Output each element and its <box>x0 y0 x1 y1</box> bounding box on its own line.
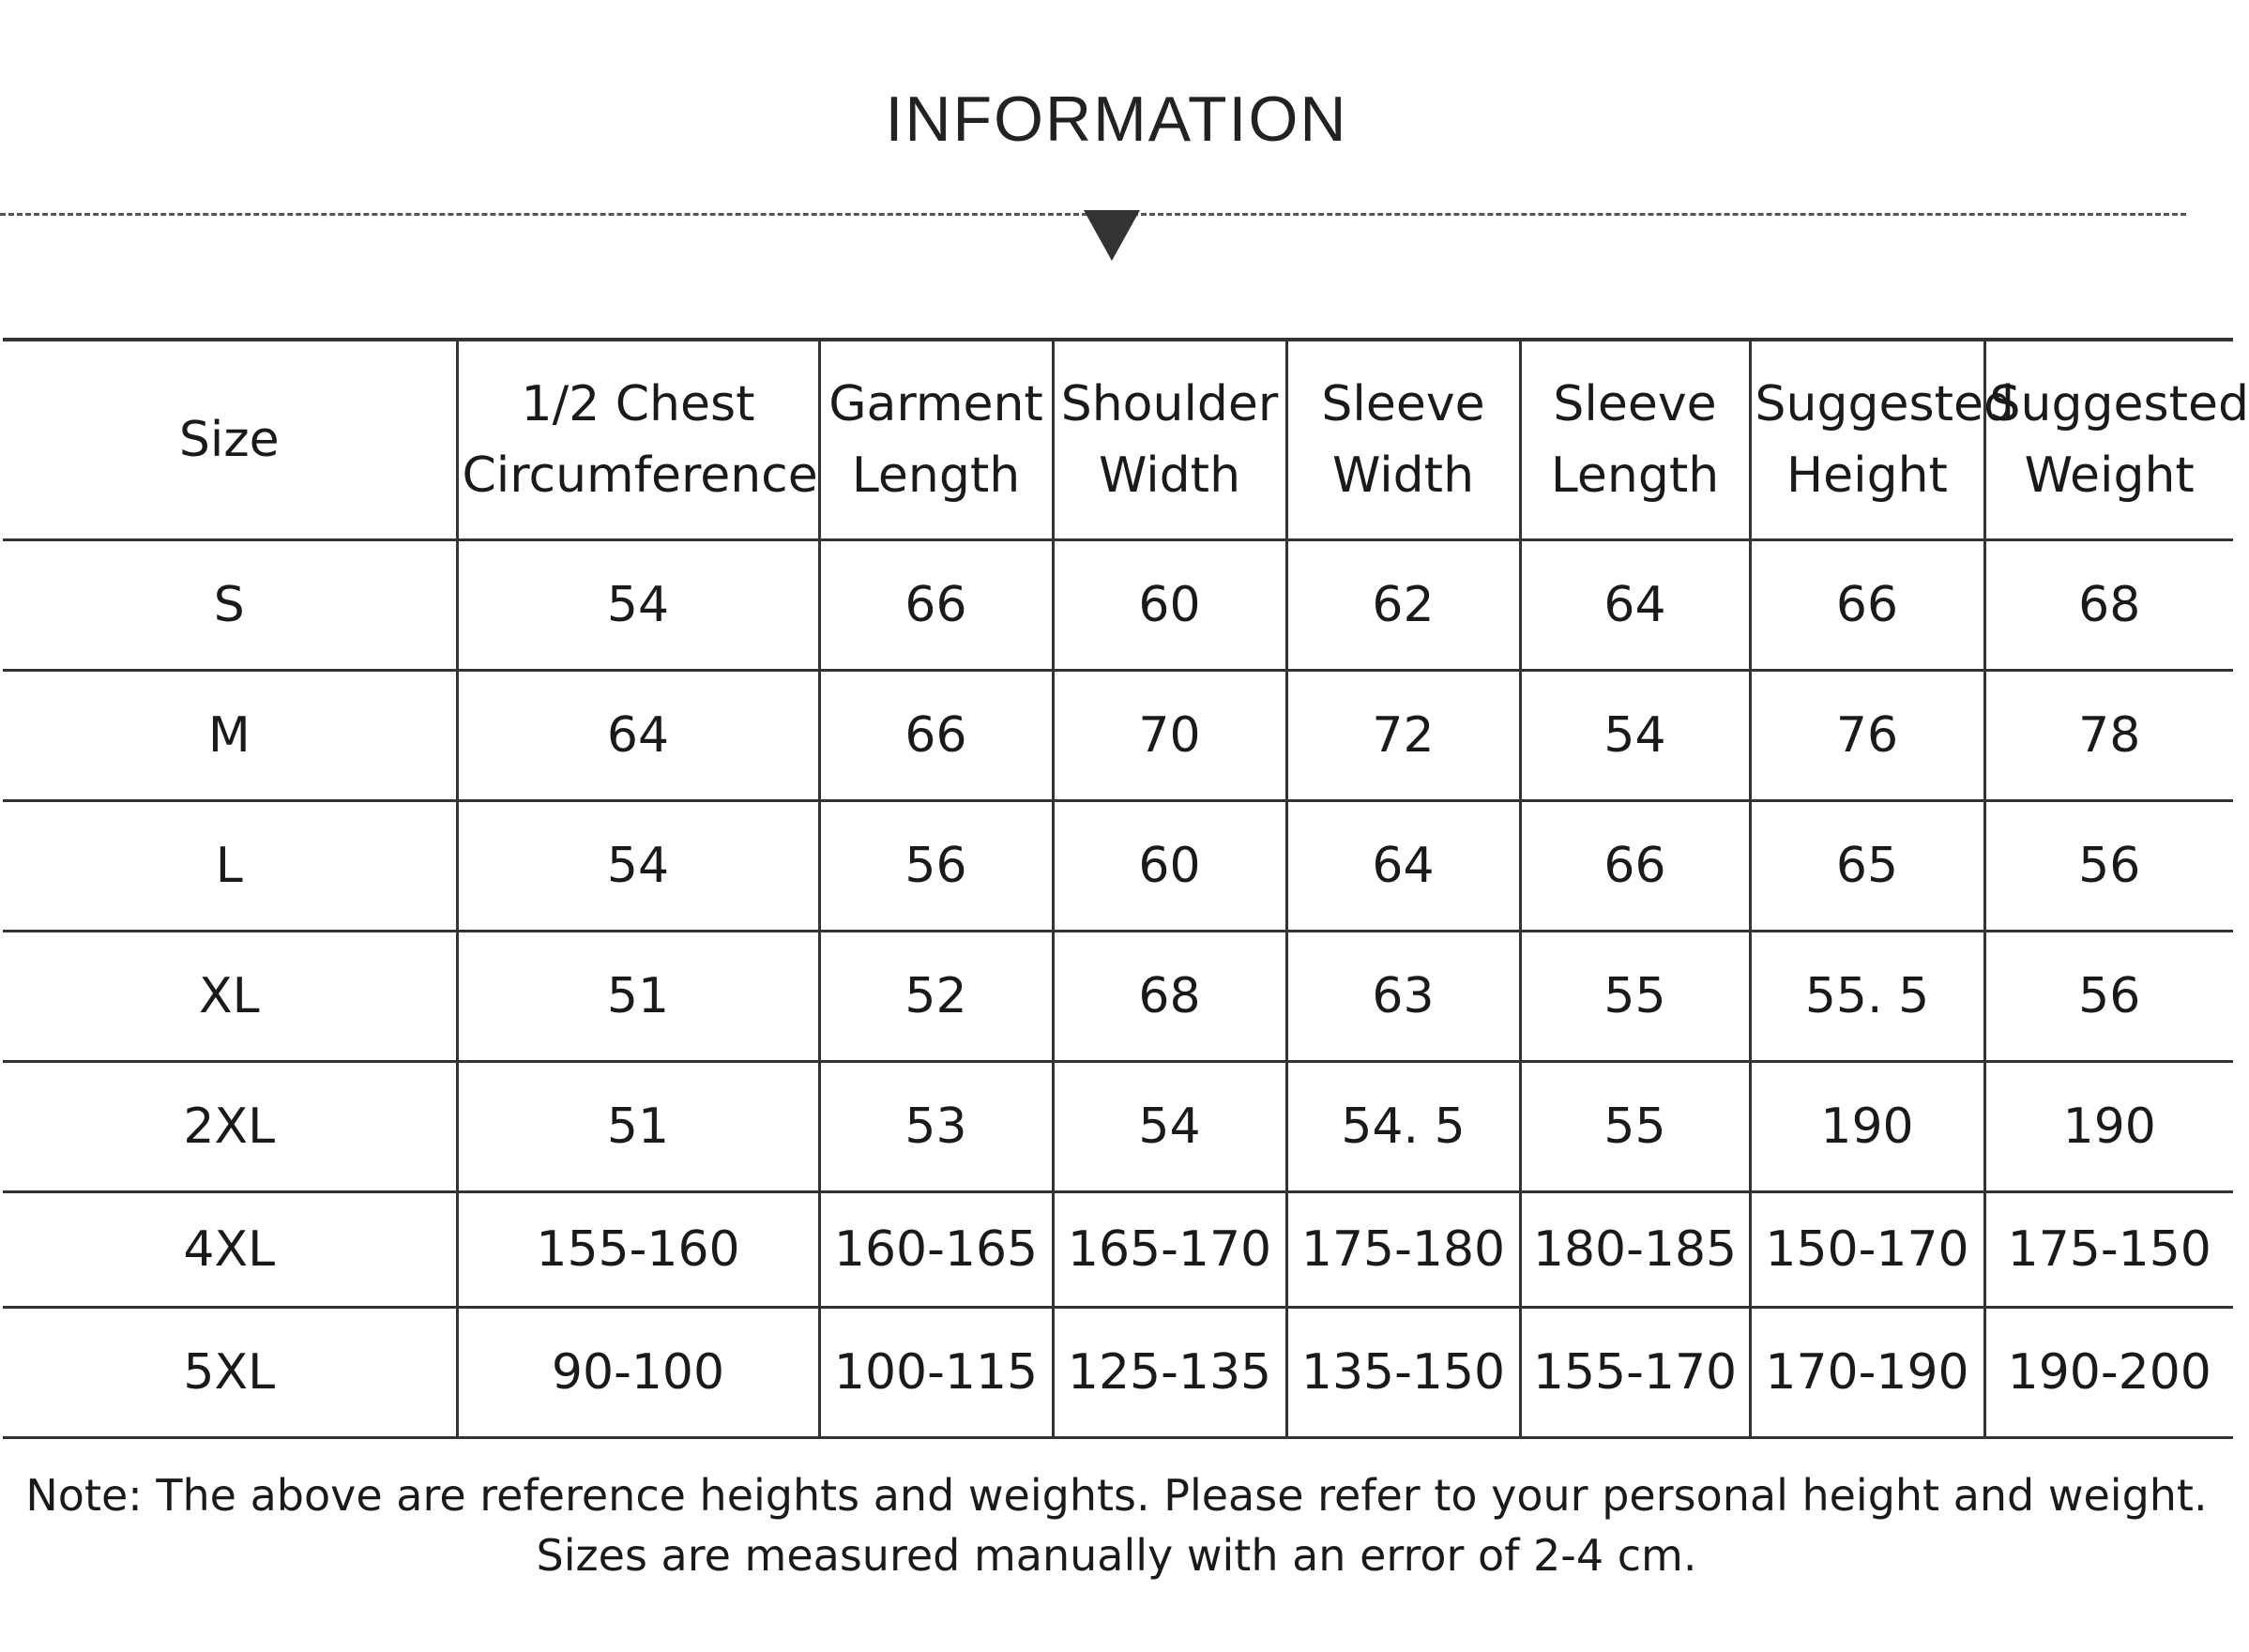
header-line: Suggested <box>1755 376 2014 432</box>
cell-chest: 51 <box>457 1062 819 1192</box>
cell-sleeve-width: 63 <box>1286 932 1520 1062</box>
cell-suggested-weight: 175-150 <box>1984 1192 2233 1308</box>
cell-suggested-height: 170-190 <box>1750 1308 1984 1438</box>
header-size <box>3 340 457 540</box>
cell-shoulder-width: 68 <box>1053 932 1286 1062</box>
header-shoulder-width <box>1053 340 1286 540</box>
table-row <box>3 932 2233 1062</box>
cell-size: 2XL <box>3 1062 457 1192</box>
cell-size: S <box>3 540 457 671</box>
footnote-line-2: Sizes are measured manually with an error of 2-4 cm. <box>536 1530 1697 1581</box>
cell-suggested-height: 55. 5 <box>1750 932 1984 1062</box>
cell-sleeve-length: 55 <box>1520 932 1750 1062</box>
header-sleeve-width <box>1286 340 1520 540</box>
header-line: Sleeve <box>1321 376 1485 432</box>
page-title: INFORMATION <box>885 83 1348 155</box>
header-garment-length <box>819 340 1053 540</box>
cell-garment-length: 56 <box>819 801 1053 932</box>
cell-suggested-height: 66 <box>1750 540 1984 671</box>
header-line: Size <box>178 412 280 468</box>
cell-garment-length: 52 <box>819 932 1053 1062</box>
header-line: 1/2 Chest <box>521 376 755 432</box>
cell-chest: 51 <box>457 932 819 1062</box>
header-sleeve-length <box>1520 340 1750 540</box>
cell-shoulder-width: 60 <box>1053 801 1286 932</box>
table-row <box>3 1062 2233 1192</box>
header-line: Weight <box>2024 447 2195 504</box>
cell-sleeve-width: 175-180 <box>1286 1192 1520 1308</box>
cell-suggested-height: 76 <box>1750 671 1984 801</box>
cell-chest: 64 <box>457 671 819 801</box>
cell-sleeve-width: 64 <box>1286 801 1520 932</box>
cell-suggested-weight: 68 <box>1984 540 2233 671</box>
header-line: Garment <box>828 376 1043 432</box>
cell-size: L <box>3 801 457 932</box>
header-line: Sleeve <box>1553 376 1717 432</box>
cell-sleeve-length: 155-170 <box>1520 1308 1750 1438</box>
cell-sleeve-length: 180-185 <box>1520 1192 1750 1308</box>
cell-shoulder-width: 165-170 <box>1053 1192 1286 1308</box>
header-suggested-height <box>1750 340 2014 540</box>
cell-suggested-weight: 190 <box>1984 1062 2233 1192</box>
header-suggested-weight <box>1984 340 2249 540</box>
table-row <box>3 1192 2233 1308</box>
cell-sleeve-width: 72 <box>1286 671 1520 801</box>
header-line: Width <box>1331 447 1475 504</box>
cell-shoulder-width: 60 <box>1053 540 1286 671</box>
cell-size: XL <box>3 932 457 1062</box>
table-header-row <box>3 340 2233 540</box>
cell-sleeve-length: 66 <box>1520 801 1750 932</box>
cell-sleeve-length: 55 <box>1520 1062 1750 1192</box>
cell-chest: 90-100 <box>457 1308 819 1438</box>
header-line: Length <box>1550 447 1720 504</box>
cell-suggested-weight: 56 <box>1984 801 2233 932</box>
cell-size: 5XL <box>3 1308 457 1438</box>
cell-suggested-height: 65 <box>1750 801 1984 932</box>
cell-sleeve-width: 54. 5 <box>1286 1062 1520 1192</box>
cell-garment-length: 53 <box>819 1062 1053 1192</box>
cell-suggested-weight: 190-200 <box>1984 1308 2233 1438</box>
down-arrow-icon <box>1084 210 1140 261</box>
cell-garment-length: 66 <box>819 671 1053 801</box>
cell-suggested-weight: 56 <box>1984 932 2233 1062</box>
footnote <box>0 1465 2233 1585</box>
header-line: Width <box>1098 447 1241 504</box>
cell-garment-length: 100-115 <box>819 1308 1053 1438</box>
table-row <box>3 671 2233 801</box>
table-row <box>3 540 2233 671</box>
cell-sleeve-width: 62 <box>1286 540 1520 671</box>
table-row <box>3 1308 2233 1438</box>
size-chart-table <box>3 338 2249 1439</box>
cell-shoulder-width: 70 <box>1053 671 1286 801</box>
cell-suggested-height: 190 <box>1750 1062 1984 1192</box>
cell-suggested-height: 150-170 <box>1750 1192 1984 1308</box>
header-line: Circumference <box>462 447 818 504</box>
footnote-line-1: Note: The above are reference heights and weights. Please refer to your personal height and weight. <box>25 1470 2208 1521</box>
cell-suggested-weight: 78 <box>1984 671 2233 801</box>
cell-sleeve-length: 64 <box>1520 540 1750 671</box>
cell-garment-length: 66 <box>819 540 1053 671</box>
header-line: Length <box>851 447 1021 504</box>
header-chest <box>457 340 819 540</box>
header-line: Height <box>1786 447 1948 504</box>
cell-size: M <box>3 671 457 801</box>
cell-chest: 54 <box>457 801 819 932</box>
cell-chest: 155-160 <box>457 1192 819 1308</box>
header-line: Shoulder <box>1060 376 1279 432</box>
table-row <box>3 801 2233 932</box>
cell-shoulder-width: 54 <box>1053 1062 1286 1192</box>
cell-chest: 54 <box>457 540 819 671</box>
header-line: Suggested <box>1989 376 2249 432</box>
cell-sleeve-length: 54 <box>1520 671 1750 801</box>
cell-size: 4XL <box>3 1192 457 1308</box>
cell-sleeve-width: 135-150 <box>1286 1308 1520 1438</box>
cell-garment-length: 160-165 <box>819 1192 1053 1308</box>
cell-shoulder-width: 125-135 <box>1053 1308 1286 1438</box>
